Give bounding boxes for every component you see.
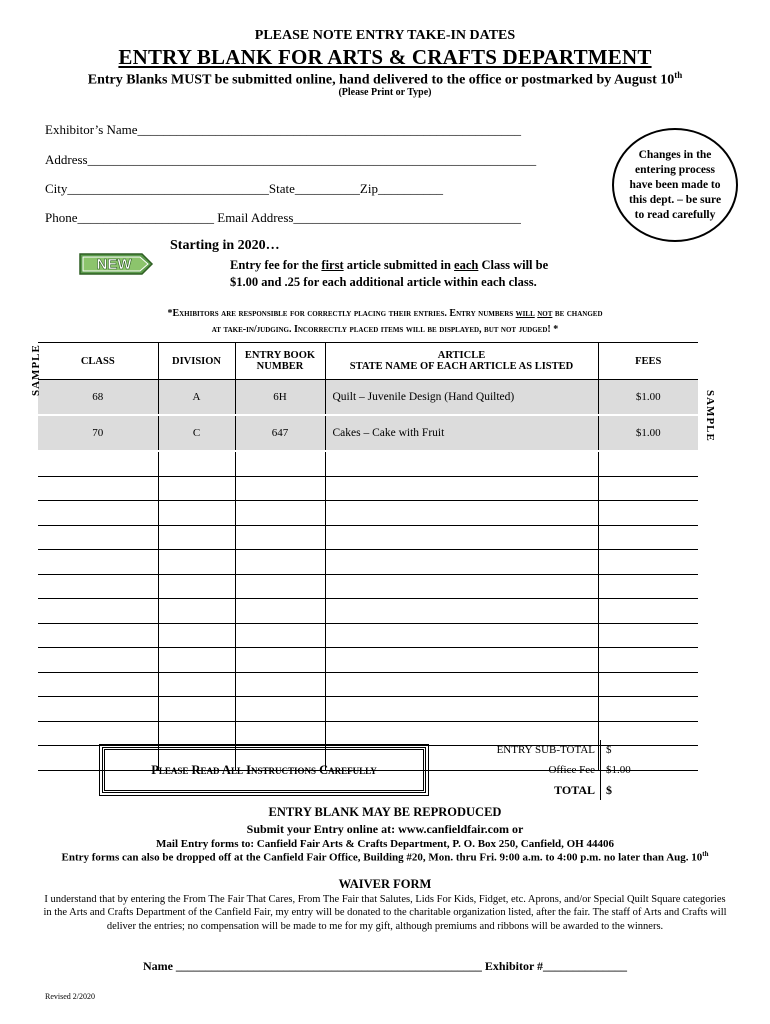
warning-1b: be changed bbox=[552, 308, 603, 319]
class-cell[interactable] bbox=[38, 648, 158, 673]
article-cell[interactable] bbox=[325, 623, 598, 648]
instructions-box: Please Read All Instructions Carefully bbox=[102, 747, 426, 793]
class-cell[interactable] bbox=[38, 501, 158, 526]
fee-cell[interactable] bbox=[598, 623, 698, 648]
fee-line-1-c: Class will be bbox=[478, 258, 549, 272]
note-heading: PLEASE NOTE ENTRY TAKE-IN DATES bbox=[254, 28, 516, 43]
fee-cell[interactable] bbox=[598, 648, 698, 673]
online-submit: Submit your Entry online at: www.canfieldfair.com or bbox=[246, 822, 524, 836]
totals-table bbox=[480, 740, 711, 800]
article-cell[interactable] bbox=[325, 525, 598, 550]
warning-not: not bbox=[537, 308, 553, 319]
entry-row[interactable] bbox=[38, 623, 698, 648]
fee-line-1-b: article submitted in bbox=[343, 258, 455, 272]
total-value[interactable]: $ bbox=[601, 780, 712, 800]
header-article bbox=[325, 343, 598, 380]
class-cell[interactable] bbox=[38, 525, 158, 550]
article-cell[interactable] bbox=[325, 550, 598, 575]
entries-table bbox=[38, 342, 698, 771]
submission-deadline bbox=[0, 70, 770, 89]
dropoff-sup: th bbox=[702, 850, 709, 858]
header-entry-book: ENTRY BOOK NUMBER bbox=[235, 343, 325, 380]
class-cell[interactable] bbox=[38, 672, 158, 697]
waiver-text: I understand that by entering the From The Fair That Cares, From The Fair that Salutes, Lids For Kids, Fidget, etc. Aprons, and/or Special Quilt Square categories in the Arts and Crafts Department of the Canfield Fair, my entry will be donated to the charitable organization listed, after the fair. The staff of Arts and Crafts will deliver the entries; no compensation will be made to me for my gift, although premiums and ribbons will be awarded to the winners. bbox=[43, 894, 727, 932]
division-cell[interactable] bbox=[158, 623, 235, 648]
subtotal-label: ENTRY SUB-TOTAL bbox=[496, 744, 595, 756]
article-cell[interactable] bbox=[325, 697, 598, 722]
fee-cell[interactable] bbox=[598, 451, 698, 476]
entry-cell[interactable] bbox=[235, 525, 325, 550]
fee-cell[interactable] bbox=[598, 525, 698, 550]
division-cell[interactable] bbox=[158, 476, 235, 501]
article-cell[interactable] bbox=[325, 599, 598, 624]
sample-row bbox=[38, 415, 698, 451]
reproduced-note: ENTRY BLANK MAY BE REPRODUCED bbox=[268, 805, 502, 819]
article-cell[interactable] bbox=[325, 451, 598, 476]
division-cell[interactable] bbox=[158, 697, 235, 722]
fee-first: first bbox=[321, 258, 344, 272]
article-header-bottom: STATE NAME OF EACH ARTICLE AS LISTED bbox=[349, 361, 574, 372]
entry-cell[interactable] bbox=[235, 623, 325, 648]
header-fees: FEES bbox=[598, 343, 698, 380]
fee-cell[interactable] bbox=[598, 550, 698, 575]
office-fee-label: Office Fee bbox=[548, 764, 595, 776]
class-cell[interactable] bbox=[38, 721, 158, 746]
city-state-zip-field[interactable]: City_______________________________State__________Zip__________ bbox=[45, 181, 443, 196]
name-exhibitor-field[interactable]: Name ___________________________________________________ Exhibitor #______________ bbox=[142, 959, 628, 973]
fee-line-1-a: Entry fee for the bbox=[230, 258, 322, 272]
fee-cell[interactable] bbox=[598, 574, 698, 599]
entry-cell[interactable] bbox=[235, 721, 325, 746]
fee-cell[interactable] bbox=[598, 672, 698, 697]
sample-division: A bbox=[158, 380, 235, 416]
new-badge-text: NEW bbox=[96, 256, 132, 273]
entry-row[interactable] bbox=[38, 525, 698, 550]
class-cell[interactable] bbox=[38, 697, 158, 722]
sample-division: C bbox=[158, 415, 235, 451]
entry-cell[interactable] bbox=[235, 451, 325, 476]
entry-row[interactable] bbox=[38, 476, 698, 501]
sample-class: 68 bbox=[38, 380, 158, 416]
sample-label-right: SAMPLE bbox=[704, 390, 716, 442]
class-cell[interactable] bbox=[38, 550, 158, 575]
division-cell[interactable] bbox=[158, 721, 235, 746]
mail-address: Mail Entry forms to: Canfield Fair Arts & Crafts Department, P. O. Box 250, Canfield, OH 44406 bbox=[156, 838, 614, 850]
subtotal-value[interactable]: $ bbox=[601, 740, 712, 760]
entry-row[interactable] bbox=[38, 574, 698, 599]
revised-date: Revised 2/2020 bbox=[45, 992, 95, 1001]
entry-cell[interactable] bbox=[235, 599, 325, 624]
sample-row bbox=[38, 380, 698, 416]
entry-row[interactable] bbox=[38, 451, 698, 476]
warning-will: will bbox=[515, 308, 535, 319]
dropoff-note bbox=[0, 850, 770, 864]
changes-notice: Changes in the entering process have been made to this dept. – be sure to read carefully bbox=[612, 128, 738, 242]
waiver-title: WAIVER FORM bbox=[338, 877, 432, 891]
fee-cell[interactable] bbox=[598, 476, 698, 501]
fee-line-2: $1.00 and .25 for each additional article within each class. bbox=[230, 275, 537, 289]
division-cell[interactable] bbox=[158, 672, 235, 697]
deadline-text: Entry Blanks MUST be submitted online, hand delivered to the office or postmarked by August 10 bbox=[87, 72, 675, 88]
article-cell[interactable] bbox=[325, 648, 598, 673]
warning-line-2: at take-in/judging. Incorrectly placed items will be displayed, but not judged! * bbox=[211, 324, 559, 335]
dropoff-text: Entry forms can also be dropped off at the Canfield Fair Office, Building #20, Mon. thru Fri. 9:00 a.m. to 4:00 p.m. no later than Aug. 10 bbox=[61, 851, 703, 864]
division-cell[interactable] bbox=[158, 501, 235, 526]
warning-1a: *Exhibitors are responsible for correctly placing their entries. Entry numbers bbox=[167, 308, 516, 319]
entry-row[interactable] bbox=[38, 648, 698, 673]
sample-fee: $1.00 bbox=[598, 415, 698, 451]
entry-cell[interactable] bbox=[235, 501, 325, 526]
total-label: TOTAL bbox=[554, 782, 595, 797]
new-arrow-icon bbox=[78, 252, 154, 276]
division-cell[interactable] bbox=[158, 550, 235, 575]
entry-row[interactable] bbox=[38, 599, 698, 624]
class-cell[interactable] bbox=[38, 574, 158, 599]
article-cell[interactable] bbox=[325, 476, 598, 501]
sample-entry: 6H bbox=[235, 380, 325, 416]
article-cell[interactable] bbox=[325, 672, 598, 697]
fee-cell[interactable] bbox=[598, 599, 698, 624]
article-cell[interactable] bbox=[325, 501, 598, 526]
entry-row[interactable] bbox=[38, 672, 698, 697]
sample-fee: $1.00 bbox=[598, 380, 698, 416]
entry-cell[interactable] bbox=[235, 574, 325, 599]
address-field[interactable]: Address_____________________________________________________________________ bbox=[45, 152, 537, 167]
entry-row[interactable] bbox=[38, 550, 698, 575]
sample-article: Quilt – Juvenile Design (Hand Quilted) bbox=[325, 380, 598, 416]
class-cell[interactable] bbox=[38, 623, 158, 648]
class-cell[interactable] bbox=[38, 451, 158, 476]
division-cell[interactable] bbox=[158, 525, 235, 550]
print-note: (Please Print or Type) bbox=[338, 87, 432, 98]
sample-entry: 647 bbox=[235, 415, 325, 451]
fee-cell[interactable] bbox=[598, 501, 698, 526]
division-cell[interactable] bbox=[158, 599, 235, 624]
warning-line-1 bbox=[60, 308, 710, 319]
article-header-top: ARTICLE bbox=[437, 350, 486, 361]
fee-line-1 bbox=[230, 258, 548, 273]
deadline-sup: th bbox=[674, 70, 683, 80]
phone-email-field[interactable]: Phone_____________________ Email Address___________________________________ bbox=[45, 210, 521, 225]
exhibitor-name-field[interactable]: Exhibitor’s Name___________________________________________________________ bbox=[45, 122, 522, 137]
sample-article: Cakes – Cake with Fruit bbox=[325, 415, 598, 451]
starting-2020: Starting in 2020… bbox=[170, 238, 280, 253]
sample-label-left: SAMPLE bbox=[30, 344, 42, 396]
sample-class: 70 bbox=[38, 415, 158, 451]
division-cell[interactable] bbox=[158, 574, 235, 599]
article-cell[interactable] bbox=[325, 574, 598, 599]
header-division: DIVISION bbox=[158, 343, 235, 380]
entry-cell[interactable] bbox=[235, 476, 325, 501]
fee-cell[interactable] bbox=[598, 697, 698, 722]
entry-row[interactable] bbox=[38, 501, 698, 526]
entry-cell[interactable] bbox=[235, 697, 325, 722]
entry-cell[interactable] bbox=[235, 648, 325, 673]
class-cell[interactable] bbox=[38, 476, 158, 501]
office-fee-value: $1.00 bbox=[601, 760, 712, 780]
division-cell[interactable] bbox=[158, 451, 235, 476]
entry-cell[interactable] bbox=[235, 550, 325, 575]
entry-cell[interactable] bbox=[235, 672, 325, 697]
fee-each: each bbox=[454, 258, 479, 272]
division-cell[interactable] bbox=[158, 648, 235, 673]
entry-row[interactable] bbox=[38, 697, 698, 722]
page-title: ENTRY BLANK FOR ARTS & CRAFTS DEPARTMENT bbox=[118, 45, 652, 69]
header-class: CLASS bbox=[38, 343, 158, 380]
class-cell[interactable] bbox=[38, 599, 158, 624]
